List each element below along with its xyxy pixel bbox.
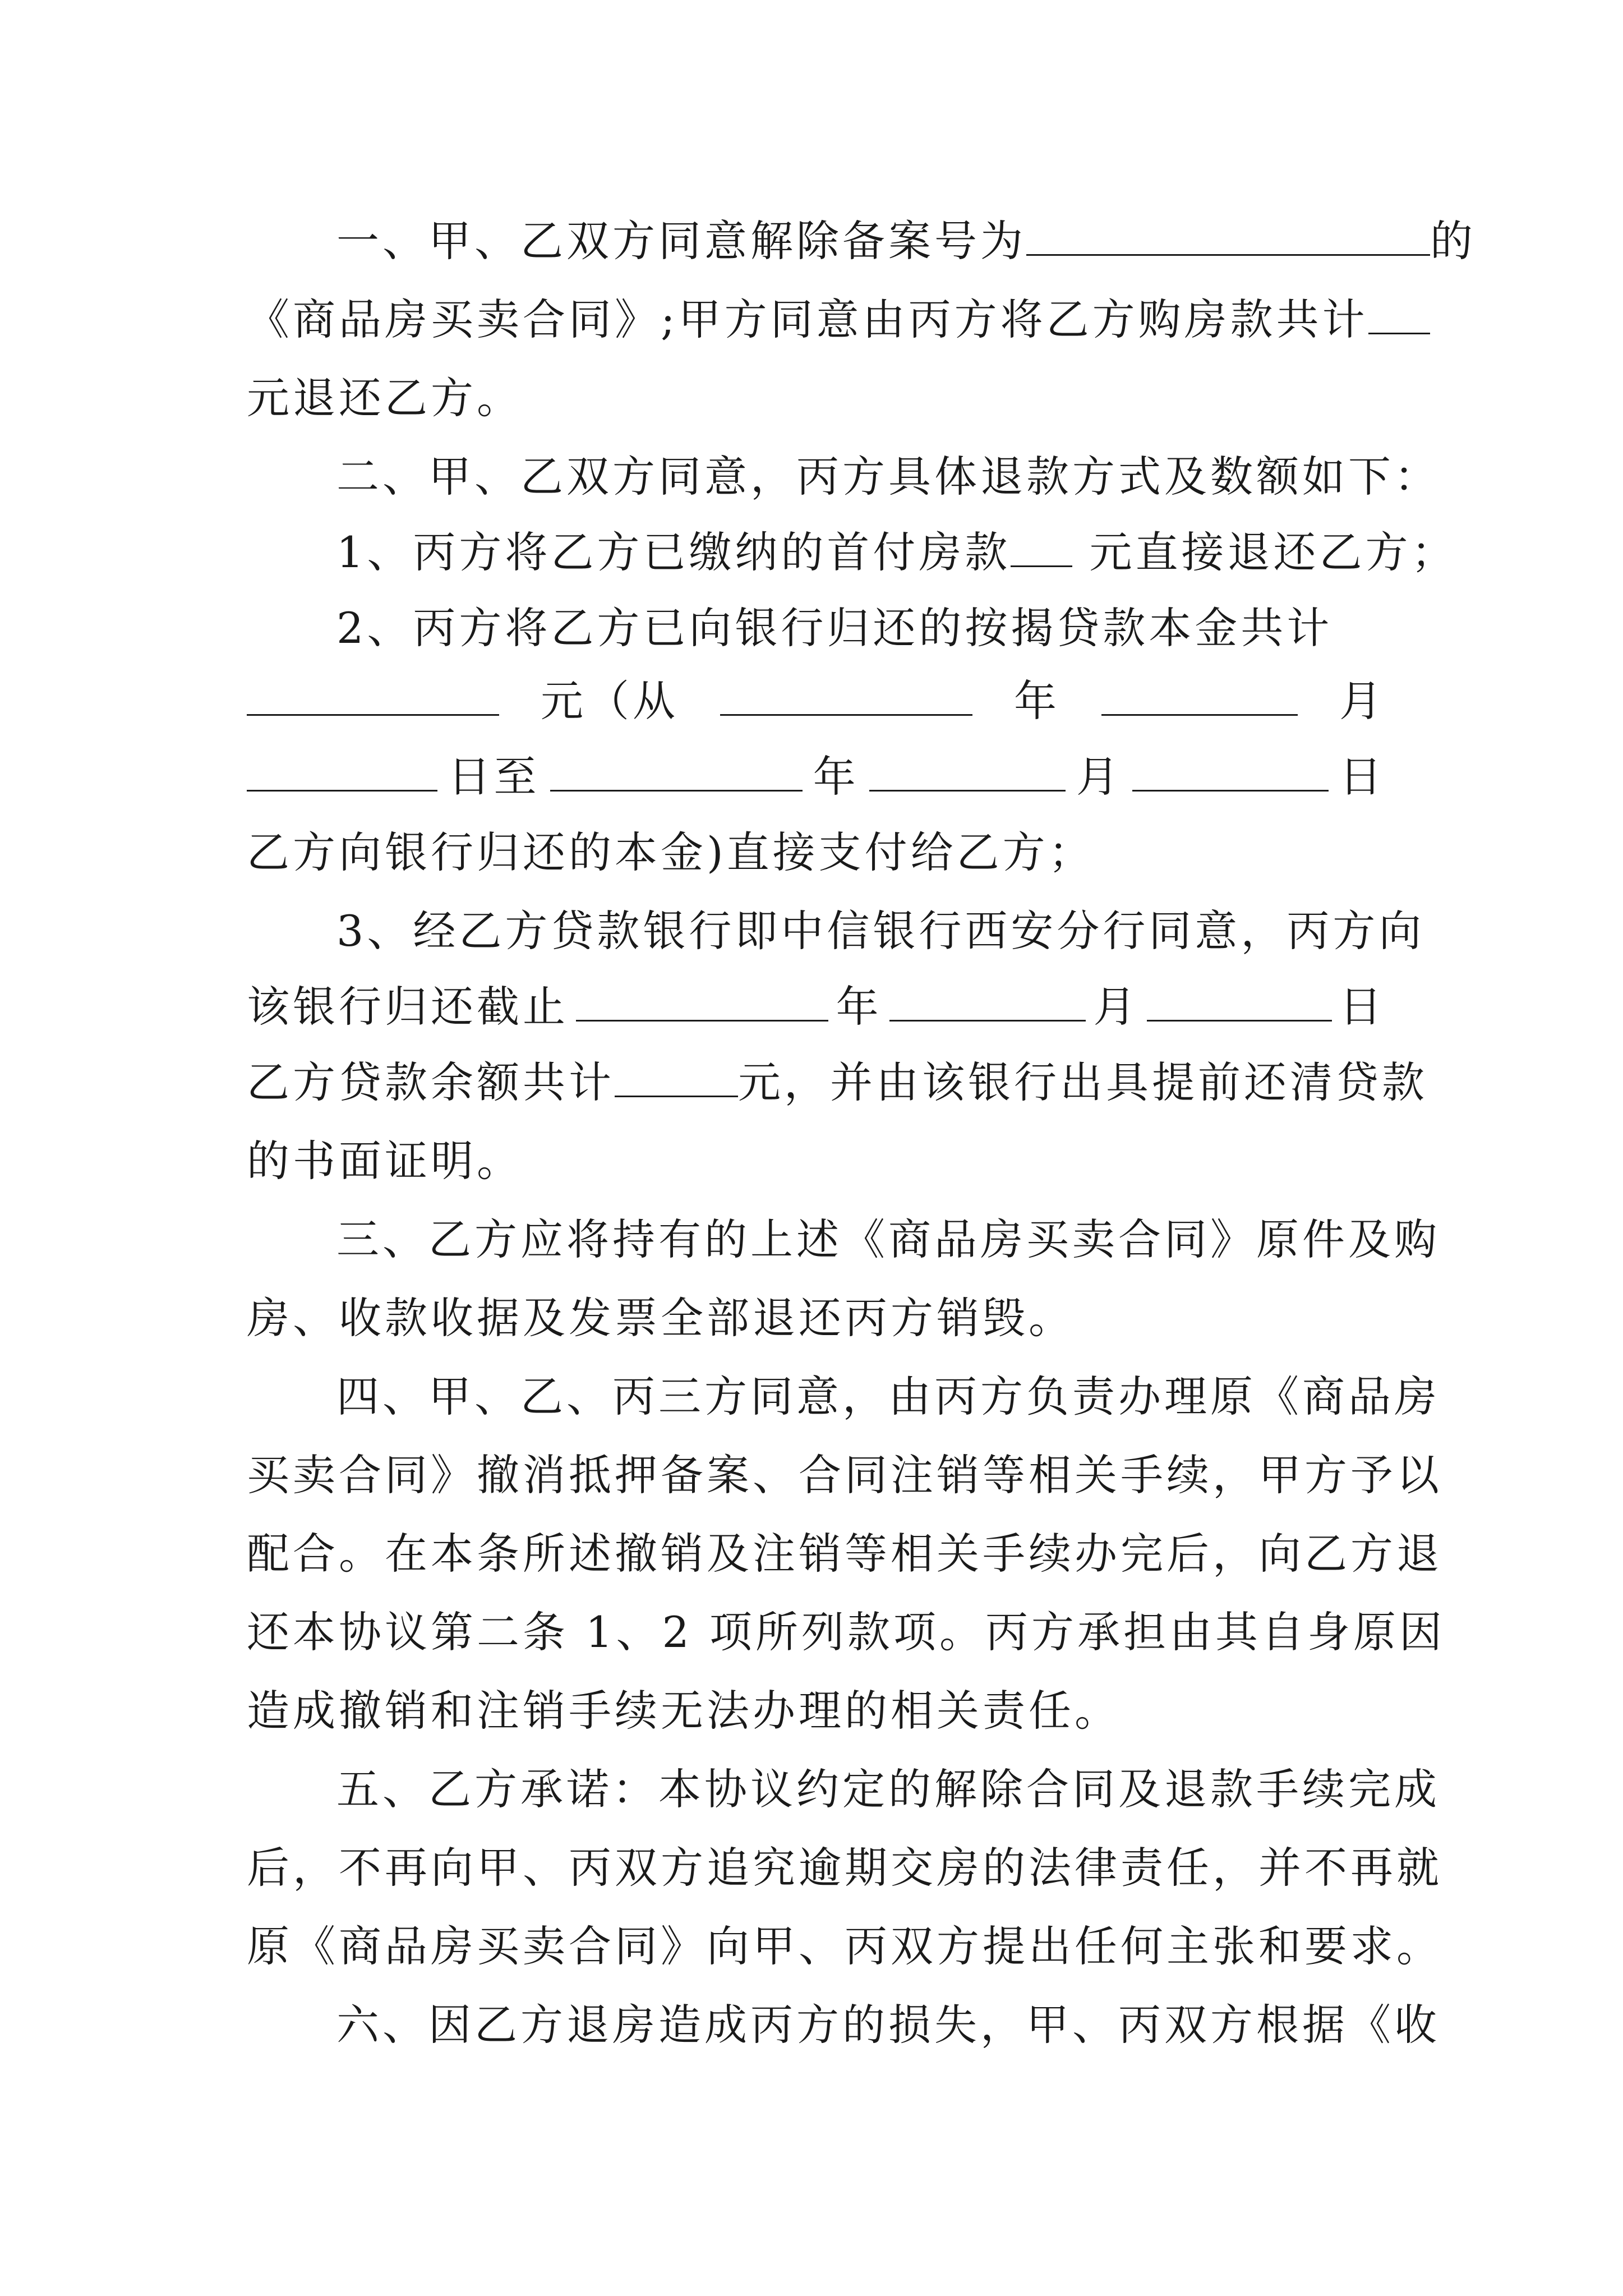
text: 日至	[448, 752, 540, 802]
text: 日	[1339, 752, 1385, 802]
s2-item3-line3	[247, 1049, 1428, 1116]
text: 1、丙方将乙方已缴纳的首付房款	[336, 527, 1011, 577]
s4-line4	[247, 1599, 1446, 1666]
s2-item1	[336, 519, 1458, 586]
s4-line2	[247, 1442, 1442, 1509]
s4-line1	[336, 1363, 1440, 1430]
text: 2、丙方将乙方已向银行归还的按揭贷款本金共计	[336, 603, 1333, 653]
text: 买卖合同》撤消抵押备案、合同注销等相关手续，甲方予以	[247, 1450, 1442, 1500]
s4-line3	[247, 1520, 1442, 1588]
text: 年	[836, 982, 882, 1032]
text: 年	[813, 752, 859, 802]
blank-day	[1147, 981, 1332, 1022]
text: 的	[1430, 216, 1476, 266]
s1-line1	[336, 208, 1476, 275]
blank-month	[1101, 675, 1298, 716]
s2-line1	[336, 443, 1440, 510]
s5-line1	[336, 1756, 1440, 1823]
blank-month	[869, 751, 1066, 792]
text: 的书面证明。	[247, 1136, 523, 1186]
s4-line5	[247, 1677, 1385, 1745]
s2-item2-line1	[336, 595, 1385, 662]
blank-year	[550, 751, 803, 792]
s3-line1	[336, 1206, 1440, 1273]
s2-item3-line1	[336, 898, 1425, 965]
text: 元，并由该银行出具提前还清贷款	[738, 1057, 1428, 1107]
blank-filing-number	[1026, 215, 1430, 256]
s5-line2	[247, 1834, 1442, 1902]
text: 3、经乙方贷款银行即中信银行西安分行同意，丙方向	[336, 906, 1425, 956]
text: 年	[1014, 676, 1060, 726]
s2-item3-line4	[247, 1128, 1385, 1195]
text: 乙方贷款余额共计	[247, 1057, 615, 1107]
blank-principal	[247, 675, 499, 716]
text: 五、乙方承诺：本协议约定的解除合同及退款手续完成	[336, 1764, 1440, 1814]
text: 造成撤销和注销手续无法办理的相关责任。	[247, 1686, 1121, 1736]
text: 该银行归还截止	[247, 982, 569, 1032]
blank-year	[720, 675, 972, 716]
text: 月	[1339, 676, 1385, 726]
s6-line1	[336, 1991, 1440, 2059]
text: 三、乙方应将持有的上述《商品房买卖合同》原件及购	[336, 1214, 1440, 1264]
text: 四、甲、乙、丙三方同意，由丙方负责办理原《商品房	[336, 1372, 1440, 1421]
text: 月	[1076, 752, 1122, 802]
text: 配合。在本条所述撤销及注销等相关手续办完后，向乙方退	[247, 1529, 1442, 1579]
text: 月	[1093, 982, 1140, 1032]
s1-line2	[247, 286, 1385, 353]
text: 元（从	[541, 676, 679, 726]
s2-item3-line2	[247, 973, 1385, 1041]
blank-loan-balance	[615, 1056, 738, 1097]
text: 乙方向银行归还的本金)直接支付给乙方；	[247, 827, 1095, 877]
blank-month	[889, 981, 1086, 1022]
text: 元退还乙方。	[247, 373, 523, 423]
text: 二、甲、乙双方同意，丙方具体退款方式及数额如下：	[336, 452, 1440, 501]
text: 一、甲、乙双方同意解除备案号为	[336, 216, 1026, 266]
s2-item2-line3	[247, 743, 1385, 811]
s2-item2-line2	[247, 668, 1385, 735]
blank-day	[247, 751, 437, 792]
text: 六、因乙方退房造成丙方的损失，甲、丙双方根据《收	[336, 2000, 1440, 2050]
s2-item2-line4	[247, 819, 1385, 886]
text: 元直接退还乙方；	[1089, 527, 1458, 577]
blank-amount	[1368, 293, 1430, 334]
text: 还本协议第二条 1、2 项所列款项。丙方承担由其自身原因	[247, 1607, 1446, 1657]
blank-day	[1132, 751, 1329, 792]
s5-line3	[247, 1913, 1442, 1980]
text: 房、收款收据及发票全部退还丙方销毁。	[247, 1293, 1075, 1343]
text: 后，不再向甲、丙双方追究逾期交房的法律责任，并不再就	[247, 1843, 1442, 1893]
blank-year	[576, 981, 828, 1022]
text: 日	[1339, 982, 1385, 1032]
s1-line3	[247, 365, 1385, 432]
text: 《商品房买卖合同》;甲方同意由丙方将乙方购房款共计	[247, 295, 1368, 344]
text: 原《商品房买卖合同》向甲、丙双方提出任何主张和要求。	[247, 1921, 1442, 1971]
blank-down-payment	[1011, 526, 1072, 567]
s3-line2	[247, 1285, 1385, 1352]
